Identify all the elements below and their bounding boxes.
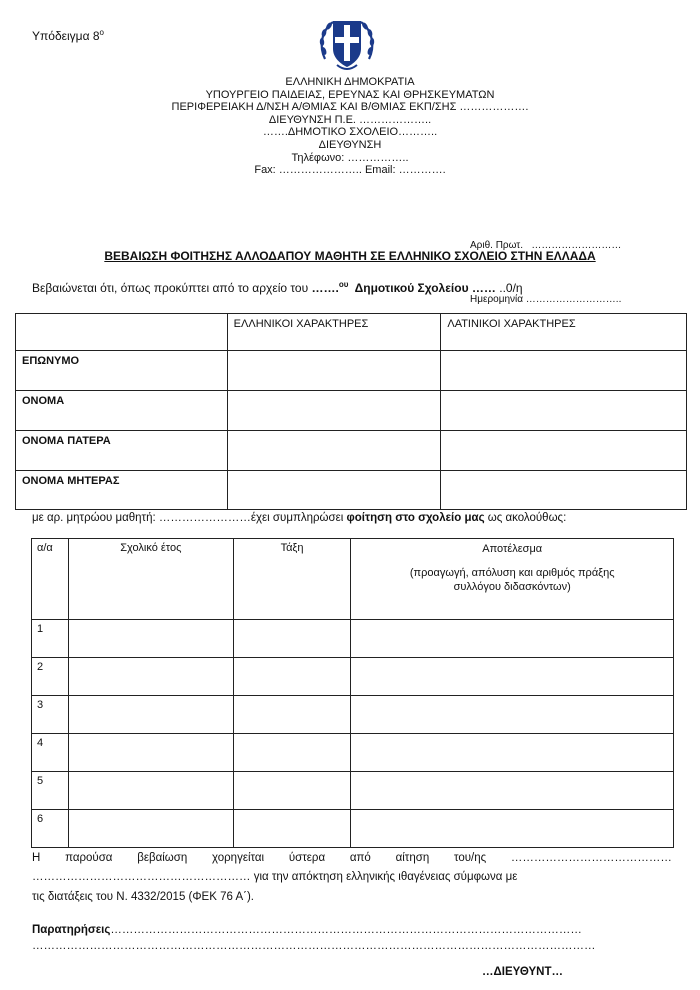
issued-line-3: τις διατάξεις του Ν. 4332/2015 (ΦΕΚ 76 Α΄). <box>32 891 254 903</box>
year-field[interactable] <box>68 620 233 658</box>
row-label: ΟΝΟΜΑ ΠΑΤΕΡΑ <box>16 431 228 471</box>
table-row <box>16 391 687 431</box>
remarks-dots: ………………………………………………………………………………………………………………………………… <box>32 940 596 952</box>
row-number: 3 <box>32 696 69 734</box>
class-field[interactable] <box>233 696 351 734</box>
row-number: 6 <box>32 810 69 848</box>
registry-line: με αρ. μητρώου μαθητή: ……………………έχει συμπληρώσει φοίτηση στο σχολείο μας ως ακολούθως: <box>32 512 567 524</box>
greek-field[interactable] <box>227 431 441 471</box>
issued-word: βεβαίωση <box>137 852 188 864</box>
latin-field[interactable] <box>441 431 687 471</box>
table-row <box>32 658 674 696</box>
protocol-date: Ημερομηνία ……………………….. <box>470 294 622 305</box>
result-field[interactable] <box>351 772 674 810</box>
template-number: Υπόδειγμα $8^o$ <box>32 28 104 43</box>
class-field[interactable] <box>233 658 351 696</box>
issued-line-1 <box>32 852 672 864</box>
issued-line-2: ………………………………………………… για την απόκτηση ελληνικής ιθαγένειας σύμφωνα με <box>32 871 518 883</box>
header-line: Fax: ………………….. Email: …………. <box>254 164 446 177</box>
names-table <box>15 313 687 510</box>
header-line: ΕΛΛΗΝΙΚΗ ΔΗΜΟΚΡΑΤΙΑ <box>285 76 415 88</box>
issued-word: Η <box>32 852 41 864</box>
class-field[interactable] <box>233 620 351 658</box>
document-title: ΒΕΒΑΙΩΣΗ ΦΟΙΤΗΣΗΣ ΑΛΛΟΔΑΠΟΥ ΜΑΘΗΤΗ ΣΕ ΕΛΛΗΝΙΚΟ ΣΧΟΛΕΙΟ ΣΤΗΝ ΕΛΛΑΔΑ <box>104 249 596 263</box>
header-line: …….ΔΗΜΟΤΙΚΟ ΣΧΟΛΕΙΟ……….. <box>262 126 438 139</box>
issuer-header <box>0 76 700 177</box>
header-cell <box>351 539 674 620</box>
issued-word: από <box>349 852 371 864</box>
year-field[interactable] <box>68 810 233 848</box>
row-label: ΟΝΟΜΑ ΜΗΤΕΡΑΣ <box>16 471 228 510</box>
issued-word: …………………………………… <box>510 852 672 864</box>
year-field[interactable] <box>68 696 233 734</box>
header-cell: α/α <box>32 539 69 620</box>
result-field[interactable] <box>351 696 674 734</box>
header-cell: Τάξη <box>233 539 351 620</box>
header-cell <box>16 314 228 351</box>
latin-field[interactable] <box>441 351 687 391</box>
result-field[interactable] <box>351 810 674 848</box>
issued-word: χορηγείται <box>212 852 265 864</box>
header-line: ΥΠΟΥΡΓΕΙΟ ΠΑΙΔΕΙΑΣ, ΕΡΕΥΝΑΣ ΚΑΙ ΘΡΗΣΚΕΥΜΑΤΩΝ <box>205 88 495 101</box>
table-row <box>32 734 674 772</box>
year-field[interactable] <box>68 734 233 772</box>
result-field[interactable] <box>351 734 674 772</box>
header-line: ΔΙΕΥΘΥΝΣΗ <box>318 138 382 151</box>
issued-word: αίτηση <box>395 852 430 864</box>
row-number: 4 <box>32 734 69 772</box>
protocol-number: Αριθ. Πρωτ. ……………………… <box>470 240 622 251</box>
table-row <box>32 696 674 734</box>
issued-word: του/ης <box>453 852 487 864</box>
director-signature: …ΔΙΕΥΘΥΝΤ… <box>482 966 563 978</box>
result-field[interactable] <box>351 658 674 696</box>
header-line: ΔΙΕΥΘΥΝΣΗ Π.Ε. ……………….. <box>268 113 432 126</box>
remarks-line: Παρατηρήσεις…………………………………………………………………………………………………………… <box>32 924 582 936</box>
row-label: ΟΝΟΜΑ <box>16 391 228 431</box>
table-row <box>32 810 674 848</box>
result-field[interactable] <box>351 620 674 658</box>
class-field[interactable] <box>233 810 351 848</box>
table-header-row <box>32 539 674 620</box>
header-line: ΠΕΡΙΦΕΡΕΙΑΚΗ Δ/ΝΣΗ Α/ΘΜΙΑΣ ΚΑΙ Β/ΘΜΙΑΣ ΕΚΠ/ΣΗΣ ………………. <box>171 101 529 114</box>
row-label: ΕΠΩΝΥΜΟ <box>16 351 228 391</box>
class-field[interactable] <box>233 772 351 810</box>
issued-word: ύστερα <box>288 852 326 864</box>
table-row <box>16 351 687 391</box>
greek-field[interactable] <box>227 351 441 391</box>
greek-emblem-icon <box>315 13 379 77</box>
latin-field[interactable] <box>441 471 687 510</box>
result-heading: Αποτέλεσμα <box>482 543 543 555</box>
table-row <box>32 772 674 810</box>
row-number: 5 <box>32 772 69 810</box>
header-line: Τηλέφωνο: …………….. <box>291 151 409 164</box>
table-row <box>16 471 687 510</box>
greek-field[interactable] <box>227 391 441 431</box>
table-header-row <box>16 314 687 351</box>
latin-field[interactable] <box>441 391 687 431</box>
year-field[interactable] <box>68 772 233 810</box>
row-number: 1 <box>32 620 69 658</box>
greek-field[interactable] <box>227 471 441 510</box>
class-field[interactable] <box>233 734 351 772</box>
header-cell: ΛΑΤΙΝΙΚΟΙ ΧΑΡΑΚΤΗΡΕΣ <box>441 314 687 351</box>
attendance-table <box>31 538 674 848</box>
table-row <box>16 431 687 471</box>
header-cell: Σχολικό έτος <box>68 539 233 620</box>
result-note: (προαγωγή, απόλυση και αριθμός πράξης συλλόγου διδασκόντων) <box>409 567 615 593</box>
row-number: 2 <box>32 658 69 696</box>
year-field[interactable] <box>68 658 233 696</box>
issued-word: παρούσα <box>65 852 113 864</box>
header-cell: ΕΛΛΗΝΙΚΟΙ ΧΑΡΑΚΤΗΡΕΣ <box>227 314 441 351</box>
table-row <box>32 620 674 658</box>
certification-line: Βεβαιώνεται ότι, όπως προκύπτει από το αρχείο του …….$^{o\upsilon}$ Δημοτικού Σχολείου …… ..0/η <box>32 280 523 295</box>
protocol-block <box>470 201 621 327</box>
